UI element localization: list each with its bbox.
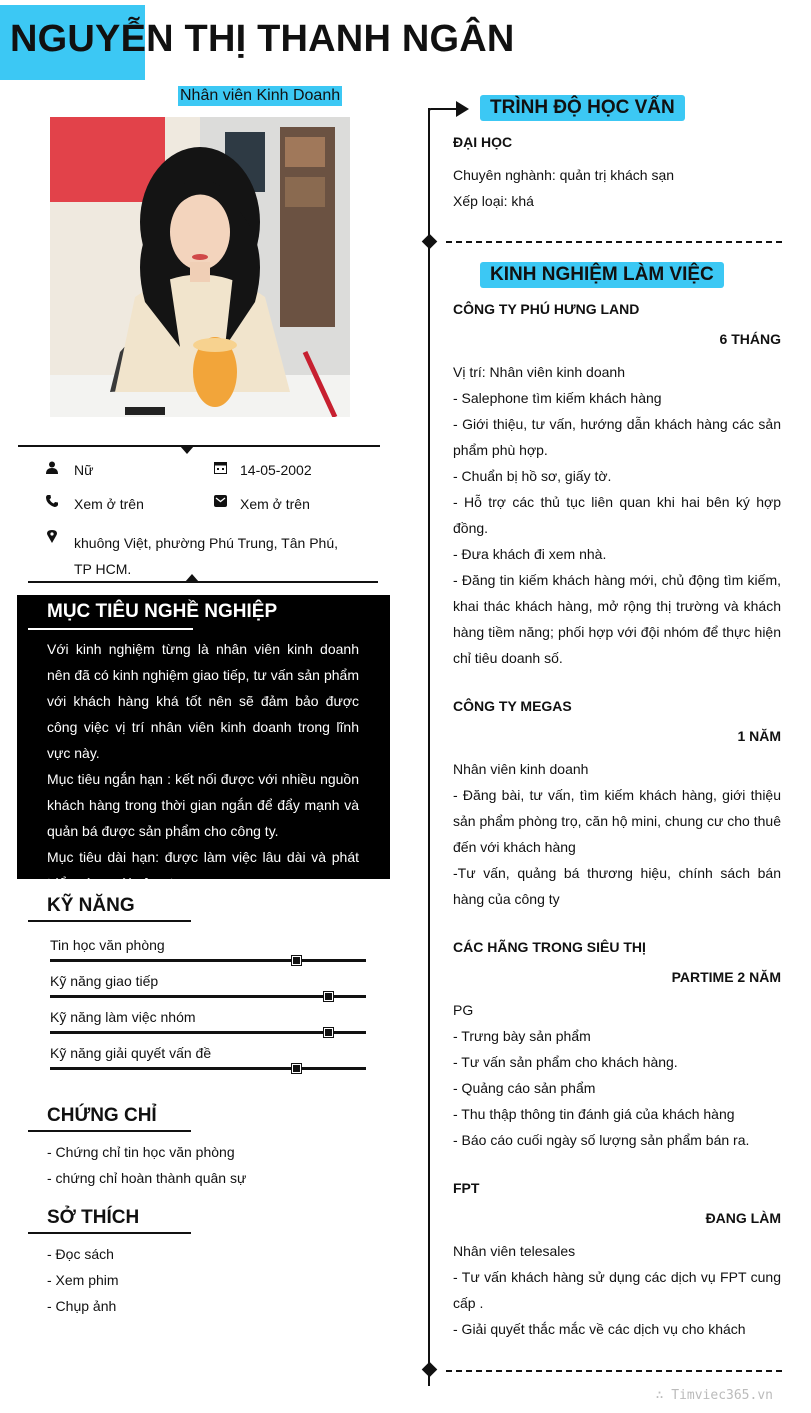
job-line: - Chuẩn bị hồ sơ, giấy tờ. [453,468,612,484]
info-bottom-divider-arrow [185,574,199,582]
job-description [453,756,781,912]
skill-level-knob [291,955,302,966]
job-line: Nhân viên kinh doanh [453,761,589,777]
timeline-dashed-divider [446,1370,782,1372]
career-objective-text [47,636,359,896]
education-title: TRÌNH ĐỘ HỌC VẤN [480,95,685,121]
job-line: - Giải quyết thắc mắc về các dịch vụ cho khách [453,1321,746,1337]
skill-level-knob [323,991,334,1002]
timeline-diamond [422,234,438,250]
info-bottom-divider [28,581,378,583]
envelope-icon [213,495,227,510]
skill-label: Tin học văn phòng [50,937,165,953]
skill-label: Kỹ năng làm việc nhóm [50,1009,196,1025]
job-line: Vị trí: Nhân viên kinh doanh [453,364,625,380]
job-duration: 1 NĂM [737,728,781,744]
job-line: - Salephone tìm kiếm khách hàng [453,390,662,406]
job-line: - Thu thập thông tin đánh giá của khách hàng [453,1106,735,1122]
job-line: - Tư vấn sản phẩm cho khách hàng. [453,1054,678,1070]
skill-label: Kỹ năng giao tiếp [50,973,159,989]
hobbies-underline [28,1232,191,1234]
candidate-name: NGUYỄN THỊ THANH NGÂN [10,18,515,60]
info-top-divider [18,445,380,447]
skill-bar [50,1067,366,1070]
job-line: - Tư vấn khách hàng sử dụng các dịch vụ FPT cung cấp . [453,1269,781,1311]
certificate-item: - Chứng chỉ tin học văn phòng [47,1144,235,1160]
education-grade: Xếp loại: khá [453,193,534,209]
job-duration: 6 THÁNG [719,331,781,347]
skill-label: Kỹ năng giải quyết vấn đề [50,1045,212,1061]
job-line: - Đăng tin kiếm khách hàng mới, chủ động tìm kiếm, khai thác khách hàng, mở rộng thị trường và khách hàng tiềm năng; phối hợp với đội nhóm để thực hiện chỉ tiêu doanh số. [453,572,781,666]
job-line: - Hỗ trợ các thủ tục liên quan khi hai bên ký hợp đồng. [453,494,781,536]
job-line: - Giới thiệu, tư vấn, hướng dẫn khách hàng các sản phẩm phù hợp. [453,416,781,458]
job-description [453,359,781,671]
skill-level-knob [291,1063,302,1074]
job-company: CÔNG TY MEGAS [453,698,572,714]
certificate-item: - chứng chỉ hoàn thành quân sự [47,1170,247,1186]
timeline-arrow-icon [426,99,472,121]
info-top-divider-arrow [180,446,194,454]
job-line: -Tư vấn, quảng bá thương hiệu, chính sách bán hàng của công ty [453,865,781,907]
education-major: Chuyên nghành: quản trị khách sạn [453,167,675,183]
career-objective-underline [28,628,193,630]
gender-value: Nữ [74,462,94,478]
objective-paragraph: Mục tiêu dài hạn: được làm việc lâu dài và phát triển cùng với công ty. [47,849,359,891]
birthdate-value: 14-05-2002 [240,462,312,478]
job-line: - Quảng cáo sản phẩm [453,1080,596,1096]
profile-photo [50,117,350,417]
email-value: Xem ở trên [240,496,310,512]
timeline-line [428,108,430,1386]
certificates-title: CHỨNG CHỈ [47,1105,157,1126]
job-description [453,997,781,1153]
job-line: - Trưng bày sản phẩm [453,1028,591,1044]
job-company: FPT [453,1180,480,1196]
map-pin-icon [45,530,59,546]
hobbies-title: SỞ THÍCH [47,1207,140,1228]
education-school: ĐẠI HỌC [453,134,513,150]
career-objective-title: MỤC TIÊU NGHỀ NGHIỆP [47,601,278,622]
job-description [453,1238,781,1342]
phone-value: Xem ở trên [74,496,144,512]
objective-paragraph: Mục tiêu ngắn hạn : kết nối được với nhiều nguồn khách hàng trong thời gian ngắn để đẩy mạnh và quản bá được sản phẩm cho công ty. [47,771,359,839]
skill-bar [50,959,366,962]
job-duration: PARTIME 2 NĂM [671,969,781,985]
phone-icon [45,495,59,510]
job-line: - Báo cáo cuối ngày số lượng sản phẩm bán ra. [453,1132,750,1148]
experience-title: KINH NGHIỆM LÀM VIỆC [480,262,724,288]
hobby-item: - Xem phim [47,1272,119,1288]
skills-title: KỸ NĂNG [47,895,135,916]
job-duration: ĐANG LÀM [705,1210,781,1226]
certificates-underline [28,1130,191,1132]
job-line: - Đưa khách đi xem nhà. [453,546,607,562]
job-line: Nhân viên telesales [453,1243,576,1259]
job-company: CÁC HÃNG TRONG SIÊU THỊ [453,939,646,955]
skill-bar [50,995,366,998]
job-position: Nhân viên Kinh Doanh [180,87,341,104]
skills-underline [28,920,191,922]
objective-paragraph: Với kinh nghiệm từng là nhân viên kinh doanh nên đã có kinh nghiệm giao tiếp, tư vấn sản phẩm với khách hàng khá tốt nên sẽ đảm bảo được công việc vị trí nhân viên kinh doanh trong lĩnh vực này. [47,641,359,761]
skill-bar [50,1031,366,1034]
hobby-item: - Đọc sách [47,1246,114,1262]
job-line: PG [453,1002,474,1018]
timeline-diamond [422,1362,438,1378]
profile-photo-illustration [50,117,350,417]
timeline-dashed-divider [446,241,782,243]
hobby-item: - Chụp ảnh [47,1298,117,1314]
job-line: - Đăng bài, tư vấn, tìm kiếm khách hàng, giới thiệu sản phẩm phòng trọ, căn hộ mini, chung cư cho thuê đến với khách hàng [453,787,781,855]
calendar-icon [213,461,227,477]
address-value: khuông Việt, phường Phú Trung, Tân Phú, TP HCM. [74,535,338,577]
user-icon [45,461,59,477]
skill-level-knob [323,1027,334,1038]
site-watermark: ∴ Timviec365.vn [655,1388,773,1403]
job-company: CÔNG TY PHÚ HƯNG LAND [453,301,640,317]
